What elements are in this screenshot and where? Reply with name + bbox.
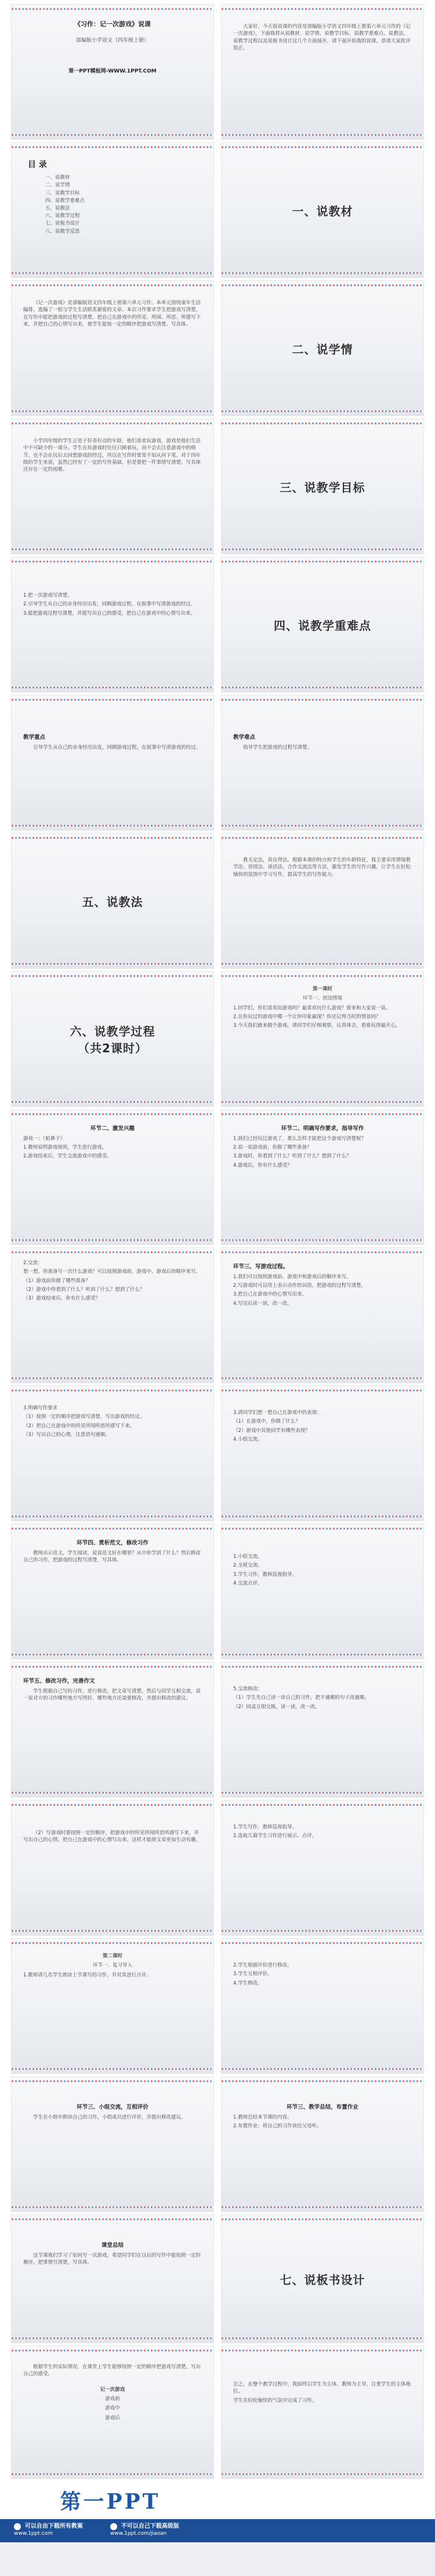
decor-stripe — [222, 1516, 423, 1517]
decor-stripe — [12, 1113, 213, 1115]
decor-stripe — [12, 1528, 213, 1529]
body-paragraph: 小学四年级的学生正处于好奇好动的年龄，他们喜欢玩游戏，游戏是他们生活中不可缺少的一部分。学生在玩游戏时往往只顾着玩，而不会去注意游戏中的细节，也不会在玩后去回想游戏的经过，所以在写作时常常不知从何下笔。对于四年级的学生来说，虽然已经有了一定的写作基础，但是要把一件事情写清楚、写具体还存在一定的困难。 — [23, 438, 201, 473]
slide-text — [222, 2077, 423, 2211]
decor-stripe — [222, 687, 423, 688]
body-line: 4.学生修改。 — [233, 1980, 263, 1986]
slide-text — [222, 695, 423, 830]
decor-stripe — [12, 2080, 213, 2082]
decor-stripe — [222, 2068, 423, 2070]
slide-text — [12, 1524, 213, 1659]
decor-stripe — [12, 2068, 213, 2070]
toc-item: 五、说教法 — [45, 205, 70, 211]
slide-section-6 — [12, 972, 213, 1106]
body-line: 1.我们已经玩过游戏了，那么怎样才能把这个游戏写清楚呢？ — [233, 1135, 367, 1142]
body-line: 1.学生写作，教师巡视指导。 — [233, 1824, 298, 1830]
body-paragraph: 这节课我们学习了如何写一次游戏，希望同学们在以后的写作中能按照一定的顺序，把事情写清楚，写具体。 — [23, 2252, 201, 2266]
slide-section-2 — [222, 281, 423, 416]
decor-stripe — [222, 8, 423, 10]
intro-paragraph: 大家好，今天我说课的内容是部编版小学语文四年级上册第六单元习作的《记一次游戏》，下面我将从说教材、说学情、说教学目标、说教学重难点、说教法、说教学过程以及说板书设计这几个方面展开，请下面开始我的说课，恭请大家批评指正。 — [233, 24, 411, 51]
decor-stripe — [222, 963, 423, 965]
decor-stripe — [222, 1390, 423, 1391]
body-line: 1.把一次游戏写清楚。 — [23, 593, 72, 598]
step-heading: 环节二、激发兴趣 — [90, 1125, 135, 1132]
body-line: 2.全班交流。 — [233, 1563, 263, 1569]
slide-text — [222, 972, 423, 1106]
body-line: 2.游戏结束后，学生交流游戏中的感受。 — [23, 1153, 112, 1160]
section-title: 一、说教材 — [292, 204, 353, 218]
toc-item: 七、说板书设计 — [45, 221, 80, 227]
decor-stripe — [12, 1930, 213, 1932]
decor-stripe — [222, 699, 423, 701]
step-heading: 环节一、复习导入 — [92, 1962, 132, 1969]
sub-heading: 教学重点 — [23, 734, 46, 741]
body-line: 2.选取几篇学生习作进行展示、点评。 — [233, 1833, 317, 1839]
decor-stripe — [12, 134, 213, 136]
decor-stripe — [12, 687, 213, 688]
step-heading: 环节五、修改习作，完善作文 — [23, 1678, 95, 1684]
slide-text — [12, 1110, 213, 1244]
body-line: 3.今天我们就来做个游戏，请同学们仔细观察，认真体会，看谁玩得最开心。 — [233, 1023, 401, 1029]
slide-section-5 — [12, 834, 213, 968]
decor-stripe — [12, 1666, 213, 1668]
decor-stripe — [12, 1804, 213, 1806]
body-line: 2.写游戏时可以用上表示动作的词语，把游戏的过程写清楚。 — [233, 1283, 367, 1289]
decor-stripe — [12, 272, 213, 274]
slide-text — [222, 1110, 423, 1244]
body-line: 1.教师说明游戏规则，学生进行游戏。 — [23, 1145, 107, 1151]
slide-text — [222, 1524, 423, 1659]
slide-text — [222, 1248, 423, 1383]
footer — [0, 2482, 435, 2576]
decor-stripe — [222, 1528, 423, 1529]
body-paragraph: 引导学生从自己的亲身经历出发，回顾游戏过程，在叙事中写清游戏的经过。 — [33, 744, 201, 751]
body-line: 4.写完后读一读，改一改。 — [233, 1300, 292, 1307]
body-line: 1.同学们，你们喜欢玩游戏吗？最喜欢玩什么游戏？谁来和大家说一说。 — [233, 1005, 391, 1011]
step-heading: 环节二、明确写作要求，指导写作 — [281, 1125, 364, 1132]
body-line: 1.我们可以按照游戏前、游戏中和游戏后的顺序来写。 — [233, 1273, 351, 1280]
decor-stripe — [222, 837, 423, 839]
decor-stripe — [222, 1942, 423, 1944]
slide-text — [12, 281, 213, 416]
decor-stripe — [12, 1792, 213, 1794]
slide-cover — [12, 5, 213, 139]
decor-stripe — [222, 975, 423, 977]
body-line: （3）写出自己的心情，注意语句通顺。 — [23, 1431, 110, 1438]
body-line: 5.交流修改： — [233, 1686, 263, 1692]
lesson-heading: 第二课时 — [102, 1953, 122, 1959]
body-line: 2.引导学生从自己的亲身经历出发，回顾游戏过程，在叙事中写清游戏的经过。 — [23, 601, 196, 608]
body-line: 3.游戏时，你看到了什么？听到了什么？想到了什么？ — [233, 1153, 351, 1160]
step-heading: 环节三、教学总结，布置作业 — [287, 2104, 358, 2110]
decor-stripe — [12, 825, 213, 827]
decor-stripe — [222, 825, 423, 827]
footer-link-free[interactable]: 可以自由下载所有教案 www.1ppt.com — [14, 2523, 83, 2537]
decor-stripe — [222, 1239, 423, 1241]
slide-text — [12, 1939, 213, 2073]
decor-stripe — [12, 146, 213, 148]
body-paragraph: 根据学生的实际情况，在课堂上学生能够按照一定的顺序把游戏写清楚，写出自己的感受。 — [23, 2364, 201, 2377]
slide-text — [222, 1939, 423, 2073]
slide-text — [222, 1801, 423, 1935]
decor-stripe — [222, 1654, 423, 1655]
body-paragraph: 指导学生把游戏的过程写清楚。 — [243, 744, 313, 751]
decor-stripe — [222, 2080, 423, 2082]
footer-graybar — [0, 2542, 435, 2576]
body-line: 2.学生根据评价进行修改。 — [233, 1962, 292, 1968]
decor-stripe — [222, 1792, 423, 1794]
body-line: 游戏一：《贴鼻子》 — [23, 1135, 66, 1142]
body-line: （1）学生先自己读一读自己的习作，把不通顺的句子改通顺。 — [233, 1695, 369, 1701]
decor-stripe — [12, 1942, 213, 1944]
slide-text — [222, 1386, 423, 1521]
section-title: 二、说学情 — [292, 342, 353, 356]
slide-toc — [12, 143, 213, 277]
decor-stripe — [12, 2337, 213, 2339]
decor-stripe — [12, 8, 213, 10]
decor-stripe — [12, 284, 213, 286]
body-paragraph: 教无定法，贵在得法。根据本课的特点和学生的年龄特征，我主要采用情境教学法、讲授法、谈话法、合作交流法等方法，激发学生的写作兴趣，让学生在轻松愉快的氛围中学习写作，提高学生的写作能力。 — [233, 857, 411, 878]
toc-item: 八、说教学反思 — [45, 228, 80, 234]
body-line: 2.布置作业：将自己的习作读给父母听。 — [233, 2123, 322, 2130]
body-paragraph: （2）写游戏时要按照一定的顺序，把游戏中的所见所闻所思所感写下来，并写出自己的心情。把自己在游戏中的心情写出来，这样才能使文章更加生动有趣。 — [23, 1830, 201, 1843]
decor-stripe — [12, 2218, 213, 2220]
slide-section-7 — [222, 2215, 423, 2343]
decor-stripe — [222, 1251, 423, 1253]
board-line: 游戏中 — [105, 2405, 120, 2412]
toc-item: 六、说教学过程 — [45, 213, 80, 219]
slide-intro — [222, 5, 423, 139]
board-line: 游戏后 — [105, 2415, 120, 2421]
decor-stripe — [12, 1377, 213, 1379]
lesson-heading: 第一课时 — [312, 986, 332, 992]
body-line: 3.请同学们想一想自己在游戏中的表现： — [233, 1410, 322, 1416]
body-line: （3）游戏结束后，你有什么感受？ — [23, 1296, 100, 1302]
decor-stripe — [12, 549, 213, 550]
body-line: 2.在你玩过的游戏中哪一个让你印象最深？你还记得当时的情景吗？ — [233, 1013, 381, 1020]
brand-logo: 第一PPT — [60, 2489, 161, 2514]
decor-stripe — [12, 1654, 213, 1655]
decor-stripe — [222, 549, 423, 550]
body-line: 3.学生互相评价。 — [233, 1971, 273, 1978]
body-line: （2）游戏中你看到了什么？听到了什么？想到了什么？ — [23, 1286, 145, 1293]
body-line: （1）按照一定的顺序把游戏写清楚，写出游戏的经过。 — [23, 1414, 145, 1420]
body-line: （2）同桌互相交换，读一读，改一改。 — [233, 1704, 320, 1710]
step-heading: 环节四、赏析范文，修改习作 — [77, 1540, 148, 1546]
slide-text — [12, 1386, 213, 1521]
decor-stripe — [12, 1101, 213, 1103]
decor-stripe — [222, 1930, 423, 1932]
section-title: 六、说教学过程 （共2课时） — [70, 1024, 155, 1055]
body-line: 想一想，你准备写一次什么游戏？可以按照游戏前、游戏中、游戏后的顺序来写。 — [23, 1269, 201, 1275]
decor-stripe — [222, 2337, 423, 2339]
body-paragraph: 《记一次游戏》是部编版语文四年级上册第六单元习作。本单元围绕童年生活编排，选编了一组与学生生活联系紧密的文章。本次习作要求学生把游戏写清楚，在写作中能把游戏的过程写清楚，把自己在游戏中的所见、所闻、所思、所感写下来，并把自己的心情写出来，使学生能按一定的顺序把游戏写清楚、写具体。 — [23, 300, 201, 327]
slide-text — [12, 1801, 213, 1935]
slide-text — [12, 2215, 213, 2343]
decor-stripe — [12, 1390, 213, 1391]
slide-text — [222, 1662, 423, 1797]
body-line: 总之，在整个教学过程中，我始终以学生为主体，教师为主导，注重学生的主体地位。 — [233, 2382, 411, 2395]
body-line: （2）把自己在游戏中的所见所闻所思所感写下来。 — [23, 1423, 135, 1429]
body-line: 2.说一说游戏前，你做了哪些准备？ — [233, 1145, 312, 1151]
decor-stripe — [12, 2350, 213, 2351]
footer-link-premium[interactable]: 不可以自己下载高级版 www.1ppt.com/jiaoan — [110, 2523, 179, 2537]
decor-stripe — [12, 2473, 213, 2475]
section-title: 五、说教法 — [82, 894, 143, 909]
body-line: 3.能把游戏过程写清楚，并能写出自己的感受，把自己在游戏中的心情写出来。 — [23, 610, 196, 616]
sub-heading: 教学难点 — [233, 734, 256, 741]
decor-stripe — [222, 2473, 423, 2475]
lock-icon — [110, 2523, 117, 2530]
body-line: （2）游戏中其他同学有哪些表现？ — [233, 1427, 310, 1434]
decor-stripe — [12, 699, 213, 701]
slide-text — [222, 2346, 423, 2478]
decor-stripe — [222, 1113, 423, 1115]
decor-stripe — [12, 2206, 213, 2208]
slide-text — [12, 557, 213, 692]
board-line: 游戏前 — [105, 2395, 120, 2402]
decor-stripe — [222, 1804, 423, 1806]
decor-stripe — [12, 423, 213, 424]
decor-stripe — [222, 272, 423, 274]
body-line: 1.小组交流。 — [233, 1554, 263, 1560]
decor-stripe — [12, 1516, 213, 1517]
toc-item: 二、说学情 — [45, 182, 70, 189]
section-title: 七、说板书设计 — [280, 2272, 365, 2287]
decor-stripe — [222, 410, 423, 412]
step-heading: 课堂总结 — [101, 2242, 124, 2249]
body-line: （1）游戏前你做了哪些准备？ — [23, 1278, 90, 1284]
doc-subtitle: 部编版小学语文（四年级上册） — [75, 37, 149, 44]
slide-text — [12, 695, 213, 830]
slide-section-3 — [222, 419, 423, 554]
download-icon — [14, 2523, 21, 2530]
toc-item: 四、说教学重难点 — [45, 197, 85, 204]
slide-section-1 — [222, 143, 423, 277]
slide-board — [12, 2346, 213, 2478]
toc-item: 三、说教学目标 — [45, 190, 80, 196]
body-paragraph: 学生在小组中朗读自己的习作，小组成员进行评价，并提出修改建议。 — [33, 2114, 186, 2120]
body-line: 3.学生习作，教师巡视指导。 — [233, 1571, 298, 1578]
slide-section-4 — [222, 557, 423, 692]
decor-stripe — [222, 1377, 423, 1379]
body-line: 2.交流： — [23, 1260, 43, 1266]
decor-stripe — [12, 410, 213, 412]
body-paragraph: 学生根据自己写的习作，进行修改，把文章写清楚。然后与同学互相交流，说一说对方的习作哪些地方写得好，哪些地方还需要修改，并提出修改的建议。 — [23, 1688, 201, 1702]
body-line: 1.教师总结本节课的内容。 — [233, 2114, 292, 2120]
step-heading: 环节三、小组交流，互相评价 — [77, 2104, 148, 2110]
step-heading: 环节三、写游戏过程。 — [233, 1264, 289, 1270]
decor-stripe — [222, 2350, 423, 2351]
toc-item: 一、说教材 — [45, 175, 70, 181]
slide-text — [12, 2077, 213, 2211]
slide-text — [12, 1248, 213, 1383]
board-title: 记一次游戏 — [100, 2386, 125, 2393]
section-title: 三、说教学目标 — [280, 480, 365, 495]
decor-stripe — [222, 1666, 423, 1668]
doc-title: 《习作：记一次游戏》说课 — [74, 20, 151, 28]
decor-stripe — [222, 134, 423, 136]
slide-text — [12, 419, 213, 554]
section-title: 四、说教学重难点 — [274, 618, 371, 633]
slide-text — [12, 1662, 213, 1797]
body-paragraph: 教师出示范文，学生阅读，说说范文好在哪里？从中你学到了什么？然后修改自己的习作，把游戏的过程写清楚，写具体。 — [23, 1550, 201, 1564]
body-line: 3.明确写作要求 — [23, 1405, 58, 1411]
body-line: 1.教师请几名学生朗读上节课写的习作，并对其进行点评。 — [23, 1972, 151, 1978]
decor-stripe — [12, 1251, 213, 1253]
body-line: 3.把自己在游戏中的心情写出来。 — [233, 1291, 307, 1298]
body-line: 4.游戏后，你有什么感受？ — [233, 1162, 292, 1168]
decor-stripe — [12, 561, 213, 562]
site-url: 第一PPT模板网-WWW.1PPT.COM — [68, 68, 157, 74]
body-line: 4.小组交流。 — [233, 1436, 263, 1442]
decor-stripe — [222, 2206, 423, 2208]
step-heading: 环节一、创设情境 — [302, 995, 342, 1002]
body-line: （1）在游戏中，你做了什么？ — [233, 1419, 300, 1425]
body-line: 4.交流点评。 — [233, 1580, 263, 1586]
slide-text — [222, 834, 423, 968]
decor-stripe — [222, 1101, 423, 1103]
decor-stripe — [12, 963, 213, 965]
toc-title: 目 录 — [28, 160, 47, 169]
footer-bluebar — [0, 2519, 435, 2542]
decor-stripe — [12, 1239, 213, 1241]
body-line: 学生在轻松愉快的气氛中完成了习作。 — [233, 2397, 317, 2404]
